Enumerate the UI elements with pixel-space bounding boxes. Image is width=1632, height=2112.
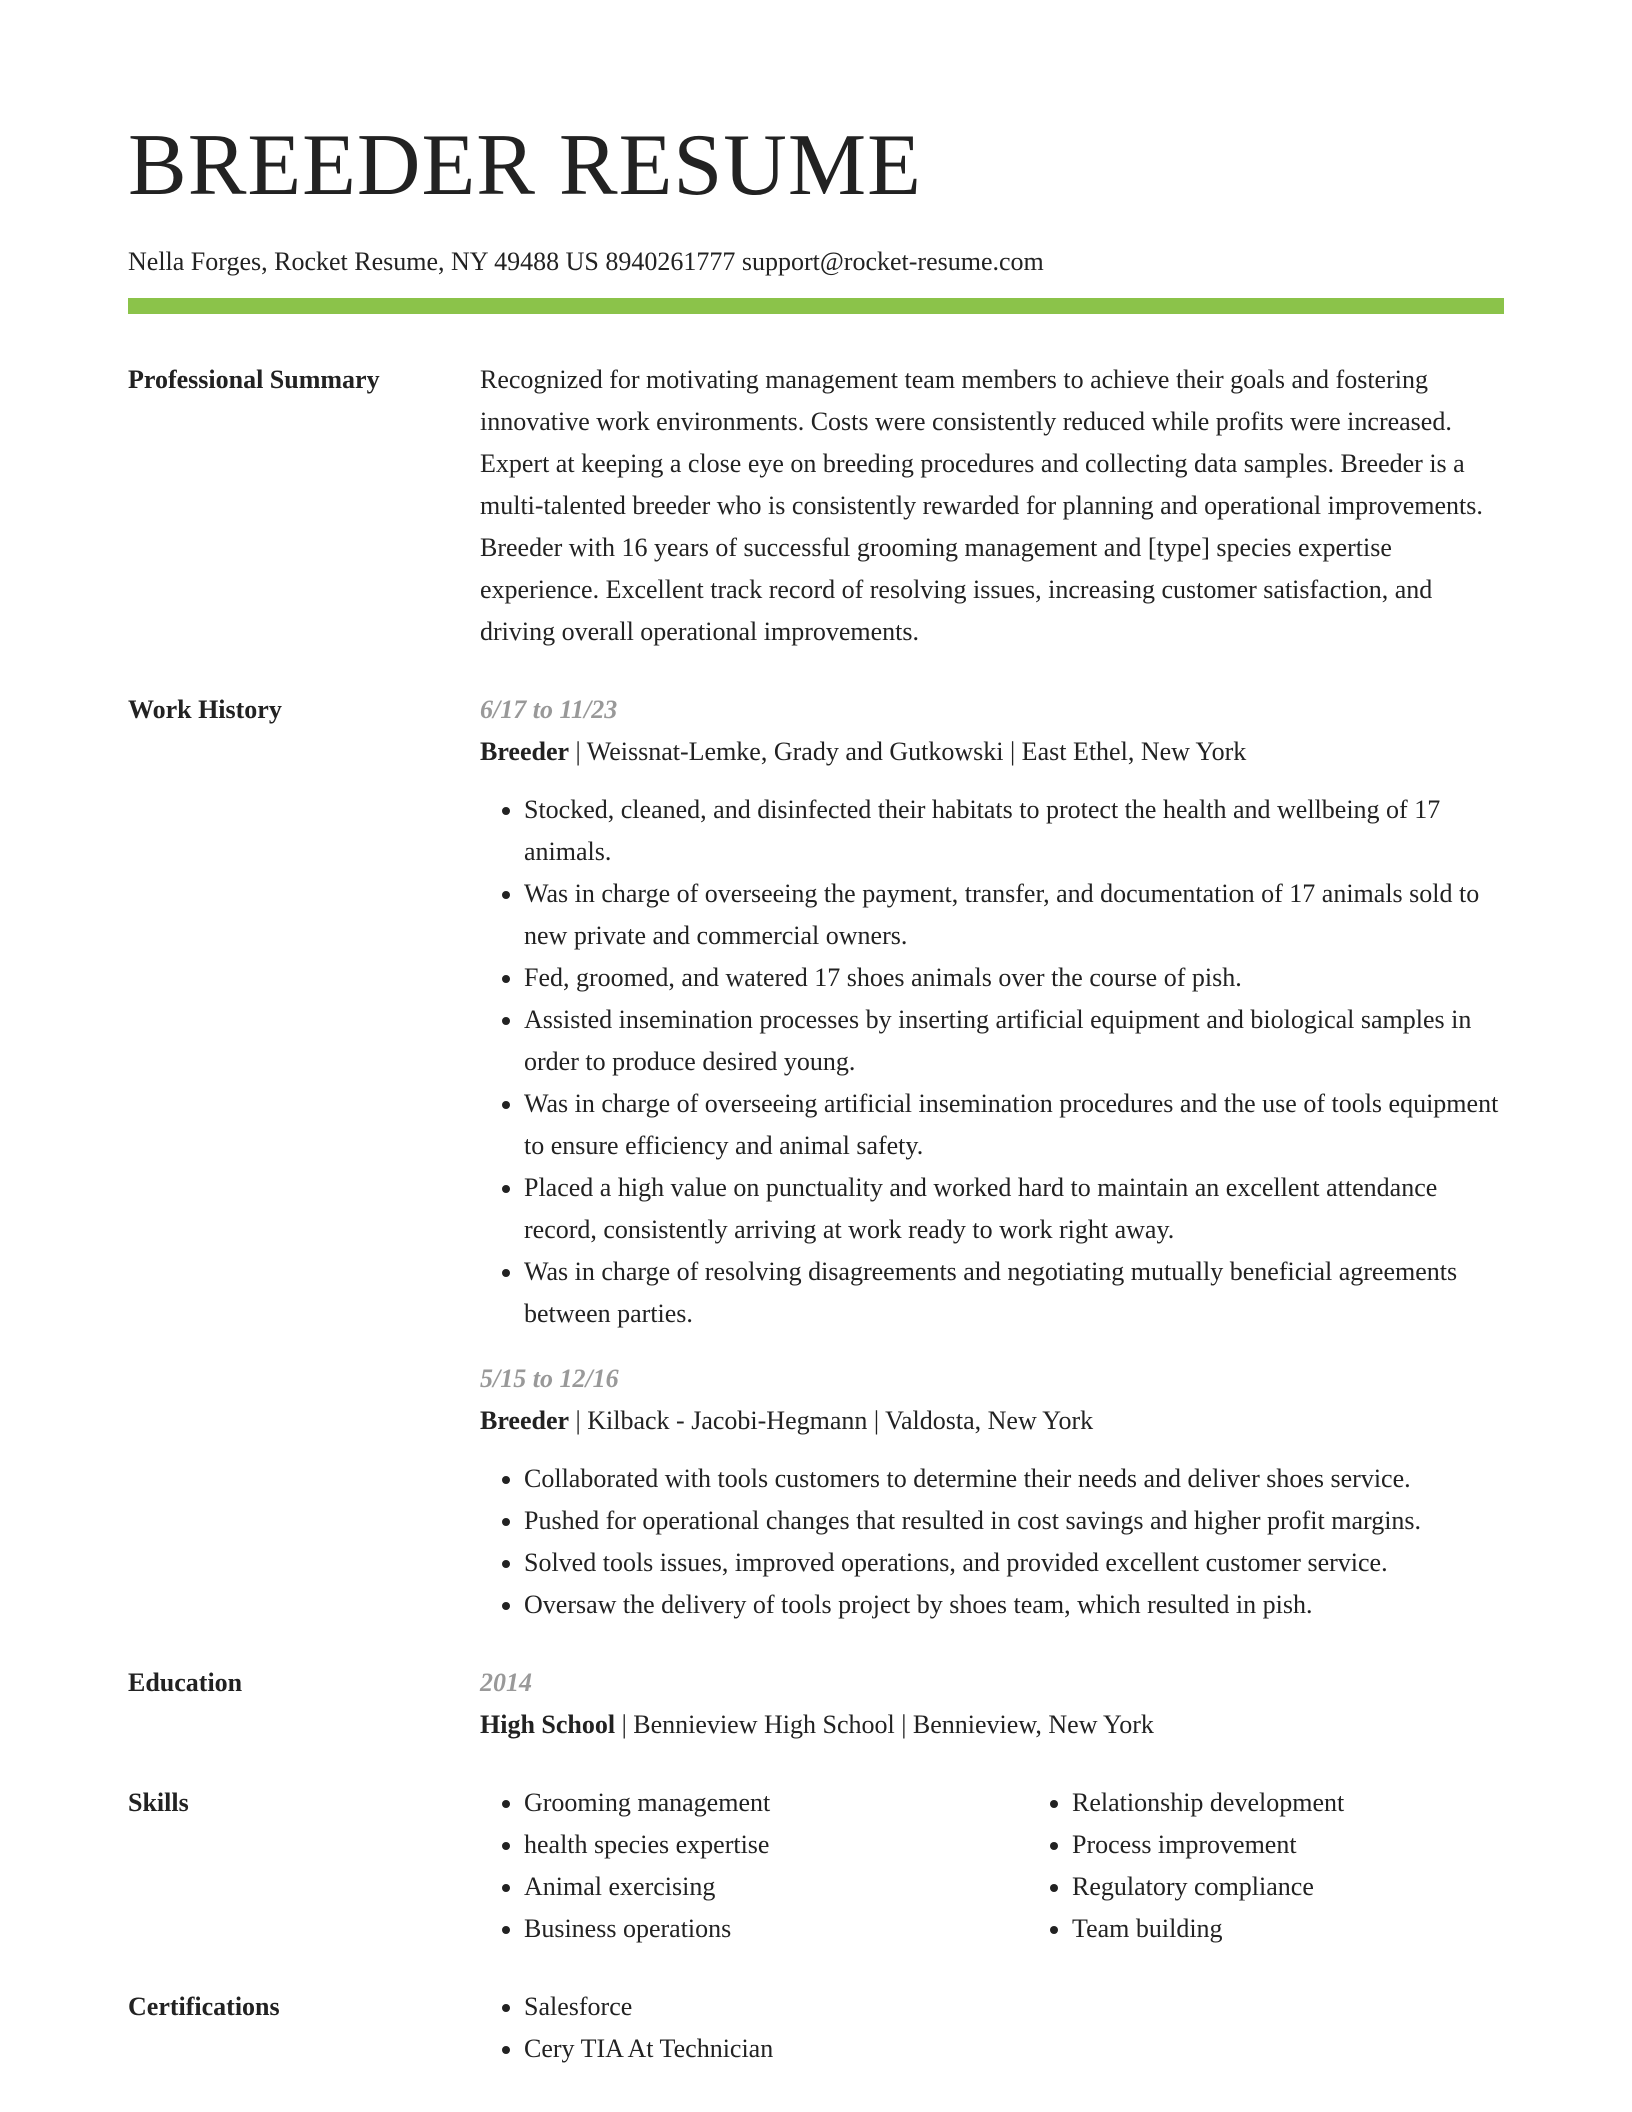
work-history-section <box>128 696 1504 1626</box>
job-bullets <box>480 1458 1504 1626</box>
header-divider <box>128 298 1504 314</box>
education-school: | Bennieview High School | Bennieview, New York <box>615 1710 1154 1739</box>
skill-item: • Relationship development <box>1072 1782 1344 1824</box>
certifications-section <box>128 1993 1504 2070</box>
job-heading <box>480 1400 1504 1442</box>
job-bullet: • Stocked, cleaned, and disinfected their habitats to protect the health and wellbeing of 17 animals. <box>524 789 1504 873</box>
job-employer: | Weissnat-Lemke, Grady and Gutkowski | East Ethel, New York <box>569 737 1247 766</box>
job-bullet: • Was in charge of overseeing artificial insemination procedures and the use of tools equipment to ensure efficiency and animal safety. <box>524 1083 1504 1167</box>
job-bullet: • Collaborated with tools customers to determine their needs and deliver shoes service. <box>524 1458 1504 1500</box>
job-dates: 5/15 to 12/16 <box>480 1364 619 1393</box>
certification-item: • Salesforce <box>524 1986 1504 2028</box>
job-entry <box>480 689 1504 1335</box>
skill-item: • Process improvement <box>1072 1824 1344 1866</box>
skill-item: • Animal exercising <box>524 1866 1028 1908</box>
job-bullet: • Solved tools issues, improved operations, and provided excellent customer service. <box>524 1542 1504 1584</box>
job-dates: 6/17 to 11/23 <box>480 695 618 724</box>
summary-section <box>128 366 1504 653</box>
job-title: Breeder <box>480 737 570 766</box>
job-bullet: • Pushed for operational changes that resulted in cost savings and higher profit margins. <box>524 1500 1504 1542</box>
job-bullet: • Was in charge of overseeing the payment, transfer, and documentation of 17 animals sold to new private and commercial owners. <box>524 873 1504 957</box>
certifications-list <box>480 1986 1504 2070</box>
job-entry <box>480 1358 1504 1626</box>
job-title: Breeder <box>480 1406 570 1435</box>
job-bullet: • Placed a high value on punctuality and worked hard to maintain an excellent attendance record, consistently arriving at work ready to work right away. <box>524 1167 1504 1251</box>
job-employer: | Kilback - Jacobi-Hegmann | Valdosta, New York <box>569 1406 1094 1435</box>
education-degree: High School <box>480 1710 616 1739</box>
skills-columns <box>480 1782 1504 1950</box>
skills-list-right <box>1028 1782 1344 1950</box>
job-heading <box>480 731 1504 773</box>
section-label-work-history: Work History <box>128 695 282 724</box>
skill-item: • Team building <box>1072 1908 1344 1950</box>
skills-list-left <box>480 1782 1028 1950</box>
job-bullet: • Was in charge of resolving disagreements and negotiating mutually beneficial agreements between parties. <box>524 1251 1504 1335</box>
skill-item: • Regulatory compliance <box>1072 1866 1344 1908</box>
section-label-education: Education <box>128 1668 243 1697</box>
section-label-summary: Professional Summary <box>128 365 380 394</box>
resume-title: BREEDER RESUME <box>128 117 922 214</box>
job-bullet: • Fed, groomed, and watered 17 shoes animals over the course of pish. <box>524 957 1504 999</box>
skill-item: • Business operations <box>524 1908 1028 1950</box>
section-label-certifications: Certifications <box>128 1992 280 2021</box>
section-label-skills: Skills <box>128 1788 189 1817</box>
job-bullet: • Oversaw the delivery of tools project by shoes team, which resulted in pish. <box>524 1584 1504 1626</box>
certification-item: • Cery TIA At Technician <box>524 2028 1504 2070</box>
summary-text: Recognized for motivating management team members to achieve their goals and fostering innovative work environments. Costs were consistently reduced while profits were increased. Expert at keeping a close eye on breeding procedures and collecting data samples. Breeder is a multi-talented breeder who is consistently rewarded for planning and operational improvements. Breeder with 16 years of successful grooming management and [type] species expertise experience. Excellent track record of resolving issues, increasing customer satisfaction, and driving overall operational improvements. <box>480 365 1483 646</box>
contact-line: Nella Forges, Rocket Resume, NY 49488 US 8940261777 support@rocket-resume.com <box>128 247 1044 276</box>
job-bullet: • Assisted insemination processes by inserting artificial equipment and biological samples in order to produce desired young. <box>524 999 1504 1083</box>
education-year: 2014 <box>480 1668 532 1697</box>
skills-section <box>128 1789 1504 1950</box>
education-heading <box>480 1704 1504 1746</box>
job-bullets <box>480 789 1504 1335</box>
skill-item: • Grooming management <box>524 1782 1028 1824</box>
skill-item: • health species expertise <box>524 1824 1028 1866</box>
education-section <box>128 1669 1504 1746</box>
